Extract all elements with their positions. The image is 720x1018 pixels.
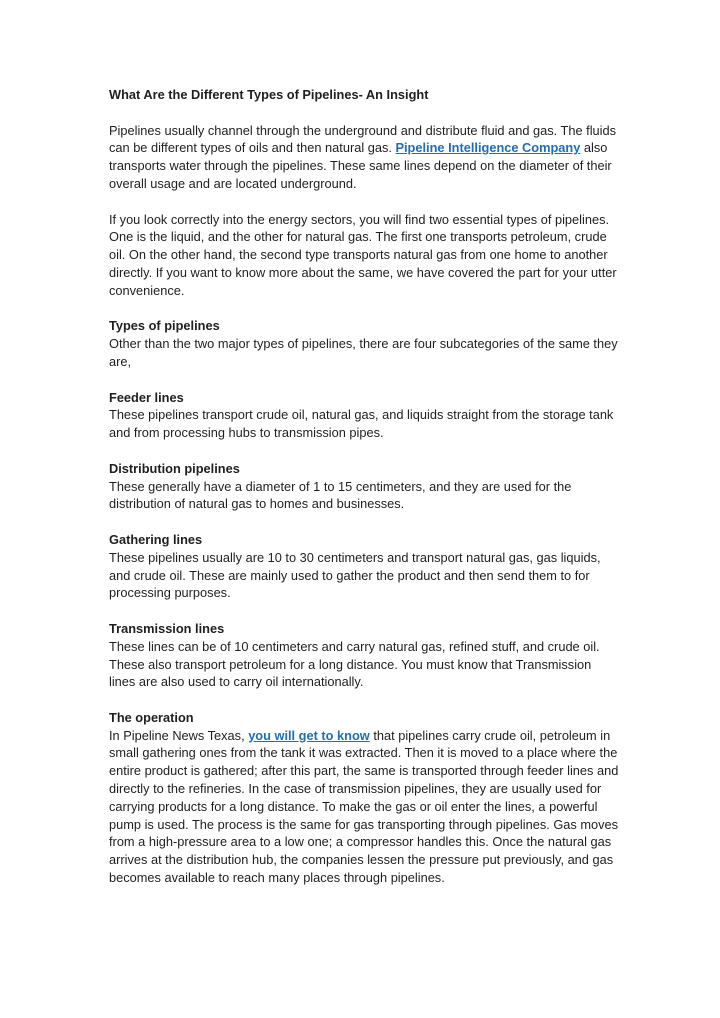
document-title: What Are the Different Types of Pipelines- An Insight (109, 87, 429, 102)
gathering-heading: Gathering lines (109, 531, 203, 547)
distribution-body: These generally have a diameter of 1 to 15 centimeters, and they are used for the distribution of natural gas to homes and businesses. (109, 478, 572, 512)
operation-heading: The operation (109, 709, 194, 725)
distribution-section (109, 460, 620, 513)
pipeline-intelligence-link[interactable]: Pipeline Intelligence Company (395, 140, 581, 156)
transmission-body: These lines can be of 10 centimeters and carry natural gas, refined stuff, and crude oil. These also transport petroleum for a long distance. You must know that Transmission lines are also used to carry oil internationally. (109, 638, 600, 690)
operation-section (109, 709, 620, 887)
feeder-heading: Feeder lines (109, 389, 184, 405)
gathering-body: These pipelines usually are 10 to 30 centimeters and transport natural gas, gas liquids, and crude oil. These are mainly used to gather the product and then send them to for processing purposes. (109, 549, 601, 601)
transmission-section (109, 620, 620, 691)
gathering-section (109, 531, 620, 602)
types-section (109, 317, 620, 370)
intro-paragraph-1 (109, 122, 620, 193)
types-heading: Types of pipelines (109, 318, 220, 334)
types-body: Other than the two major types of pipelines, there are four subcategories of the same they are, (109, 336, 618, 369)
intro-text-a: Pipelines usually channel through the underground and distribute fluid and gas. The fluids can be different types of oils and then natural gas. (109, 122, 617, 156)
operation-text-b: that pipelines carry crude oil, petroleum in small gathering ones from the tank it was extracted. Then it is moved to a place where the entire product is gathered; after this part, the same is transported through feeder lines and directly to the refineries. In the case of transmission pipelines, they are usually used for carrying products for a long distance. To make the gas or oil enter the lines, a powerful pump is used. The process is the same for gas transporting through pipelines. Gas moves from a high-pressure area to a low one; a compressor handles this. Once the natural gas arrives at the distribution hub, the companies lessen the pressure put previously, and gas becomes available to reach many places through pipelines. (109, 727, 619, 886)
operation-text-a: In Pipeline News Texas, (109, 727, 249, 743)
transmission-heading: Transmission lines (109, 620, 225, 636)
intro-paragraph-2: If you look correctly into the energy sectors, you will find two essential types of pipelines. One is the liquid, and the other for natural gas. The first one transports petroleum, crude oil. On the other hand, the second type transports natural gas from one home to another directly. If you want to know more about the same, we have covered the part for your utter convenience. (109, 211, 617, 298)
intro-text-b: also transports water through the pipelines. These same lines depend on the diameter of their overall usage and are located underground. (109, 140, 612, 191)
feeder-body: These pipelines transport crude oil, natural gas, and liquids straight from the storage tank and from processing hubs to transmission pipes. (109, 407, 614, 441)
distribution-heading: Distribution pipelines (109, 460, 240, 476)
get-to-know-link[interactable]: you will get to know (248, 727, 370, 743)
feeder-section (109, 389, 620, 442)
